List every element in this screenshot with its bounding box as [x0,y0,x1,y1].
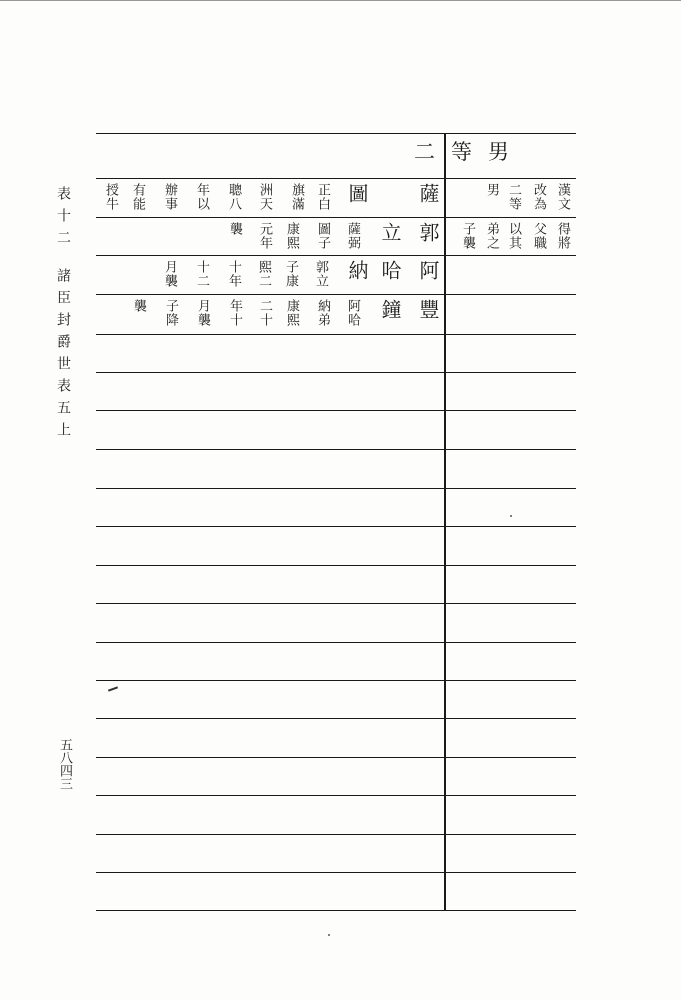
volume-label: 表十二 [55,186,71,252]
section-label: 諸臣封爵世表五上 [55,268,71,444]
row-4-name-col-1: 豐 [416,299,440,323]
row-3-detail: 月襲 [162,260,177,288]
ink-dot [510,515,512,517]
row-3-detail: 十年 [226,260,241,288]
note-line: 得將 [555,222,570,250]
row-rule [96,334,576,335]
row-rule [96,372,576,373]
row-rule [96,680,576,681]
row-1-detail: 聰八 [226,183,241,211]
row-2-name-col-2: 立 [378,222,402,246]
note-line: 男 [484,183,499,197]
row-4-detail: 二十 [257,299,272,327]
row-rule [96,565,576,566]
row-3-name-col-2: 哈 [378,260,402,284]
row-rule [96,526,576,527]
row-4-detail: 康熙 [284,299,299,327]
row-1-detail: 有能 [130,183,145,211]
page-top-edge [0,0,681,1]
row-rule [96,255,576,256]
row-4-detail: 納弟 [315,299,330,327]
row-4-detail: 月襲 [195,299,210,327]
note-line: 以其 [506,222,521,250]
note-line: 改為 [531,183,546,211]
row-3-detail: 郭立 [313,260,328,288]
row-3-detail: 熙二 [256,260,271,288]
row-rule [96,795,576,796]
row-rule [96,449,576,450]
row-rule [96,488,576,489]
row-3-detail: 十二 [194,260,209,288]
ink-dot [328,934,330,936]
ink-mark [108,686,118,691]
row-2-detail: 薩弼 [345,222,360,250]
row-1-detail: 正白 [315,183,330,211]
note-line: 父職 [531,222,546,250]
rank-header: 二等男 [414,140,525,164]
table-bottom-rule [96,910,576,911]
note-line: 子襲 [460,222,475,250]
row-rule [96,718,576,719]
row-1-detail: 洲天 [257,183,272,211]
row-3-name-col-1: 阿 [416,260,440,284]
row-rule [96,642,576,643]
row-rule [96,757,576,758]
row-4-detail: 襲 [131,299,146,313]
row-4-detail: 子降 [163,299,178,327]
row-rule [96,834,576,835]
header-rule [96,178,576,179]
row-rule [96,603,576,604]
row-4-detail: 阿哈 [345,299,360,327]
row-1-detail: 旗滿 [289,183,304,211]
row-3-detail: 子康 [283,260,298,288]
row-2-detail: 襲 [227,222,242,236]
row-rule [96,410,576,411]
row-4-detail: 年十 [227,299,242,327]
table-top-rule [96,133,576,134]
page-number: 五八四三 [57,738,72,790]
note-line: 弟之 [484,222,499,250]
row-2-name-col-1: 郭 [416,222,440,246]
row-2-detail: 康熙 [284,222,299,250]
row-1-detail: 年以 [194,183,209,211]
row-2-detail: 元年 [257,222,272,250]
row-4-name-col-2: 鐘 [378,299,402,323]
row-3-name-col-3: 納 [345,260,369,284]
row-rule [96,217,576,218]
row-1-name-col-1: 薩 [416,183,440,207]
row-2-detail: 圖子 [315,222,330,250]
row-1-name-col-2: 圖 [345,183,369,207]
note-line: 漢文 [555,183,570,211]
row-1-detail: 辦事 [162,183,177,211]
row-rule [96,872,576,873]
row-1-detail: 授牛 [103,183,118,211]
row-rule [96,294,576,295]
note-line: 二等 [506,183,521,211]
column-divider [444,133,446,910]
